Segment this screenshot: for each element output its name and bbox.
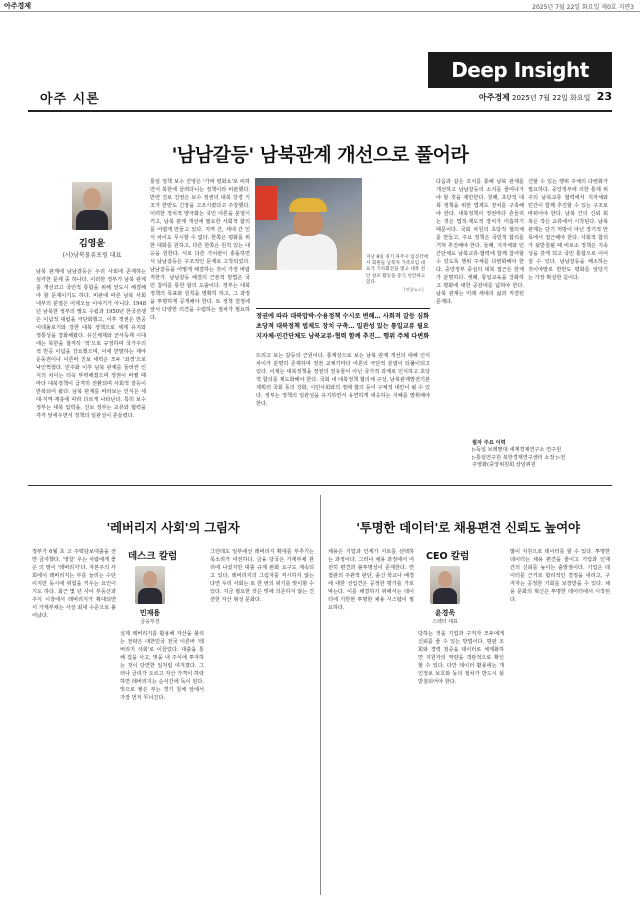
desk-column-kicker: 데스크 칼럼 (128, 551, 178, 562)
author-photo (72, 182, 112, 230)
ceo-column-text-1: 채용은 기업과 인재가 서로를 선택하는 과정이다. 그러나 채용 과정에서 여전히 편견과 불투명성이 존재한다. 면접관의 주관적 판단, 출신 학교나 배경에 대한 선입견은 공정한 평가를 가로막는다. 이를 해결하기 위해서는 데이터에 기반한 투명한 채용 시스템이 필요하다. (328, 549, 414, 611)
main-column-4: 다음과 같은 조치를 통해 남북 관계를 개선하고 남남갈등의 소지를 줄여나가야 할 것을 제안한다. 첫째, 초당적 대북 정책을 위한 법제도 장치를 구축해야 한다. 대북정책이 정권마다 흔들리는 것은 법적·제도적 장치가 미흡하기 때문이다. 국회 차원의 초당적 협의체를 만들고, 주요 정책은 국민적 합의를 거쳐 추진해야 한다. 둘째, 지자체와 민간단체도 남북교류·협력에 함께 참여할 수 있도록 행위 주체를 다변화해야 한다. 중앙정부 중심의 대북 접근은 한계가 분명하다. 셋째, 통일교육을 강화하고 평화에 대한 공감대를 넓혀야 한다. 남북 관계는 미래 세대의 삶과 직결된 문제다. (436, 179, 524, 305)
newspaper-brand: 아주경제 (4, 2, 32, 10)
publication-info (479, 90, 612, 103)
subhead-1: 정권에 따라 대북압박·수용정책 수시로 변해… 사회적 갈등 심화 (256, 313, 430, 320)
ceo-author-name: 윤경욱 (434, 608, 456, 617)
desk-author-name: 민재용 (139, 608, 161, 617)
author-name: 김영윤 (78, 239, 106, 249)
section-title: 아주 시론 (40, 92, 100, 107)
desk-author-photo (135, 566, 165, 604)
photo-caption: 지난 8일 경기 파주시 임진각에서 회원들 남북자 가족모임 대표가 기자회견을 열고 대북 전단 살포 활동을 중식 선언하고 있다. (366, 255, 429, 285)
desk-column-title: '레버리지 사회'의 그림자 (106, 520, 240, 535)
page-header (28, 52, 612, 108)
page-number: 23 (596, 90, 612, 103)
header-rule (28, 110, 612, 112)
subhead-3: 지자체·민간단체도 남북교류·협력 함께 추진… 행위 주체 다변화 (256, 333, 430, 340)
main-column-1: 남북 관계에 남남갈등은 우리 사회에 존재하는 심각한 문제 중 하나다. 이러한 정부가 남북 관계를 개선코고 국민적 통합을 위해 언도시 해결해야 할 문제이기도 하다. 비판에 따른 남북 사회 내부의 분열은 어제오늘 이야기가 아니다. 1948년 남북한 정부의 별도 수립과 1950년 한국전쟁은 이념적 대립을 극단화했고, 이후 정권은 반공 이데올로기와 강한 대북 정책으로 체제 유지와 정통성을 강화해왔다. 유신체제와 군사독재 시대에는 북한을 철저히 '적'으로 규정하며 국가주의적 반공 이념을 강요했으며, 이에 반발하는 재야 운동권이나 이른바 진보 세력은 모두 '좌경'으로 낙인찍혔다. 민주화 이후 남북 관계를 둘러싼 인식의 차이는 더욱 뚜렷해졌으며 정권이 바뀔 때마다 대북정책이 급격히 전환되며 사회적 갈등이 반복되어 왔다. 남북 관계를 바라보는 인식은 세대·지역·계층에 따라 다르게 나타난다. 특히 보수 정부는 대북 압박을, 진보 정부는 교류와 협력을 각각 앞세우면서 정책의 일관성이 흔들렸다. (36, 269, 146, 419)
main-column-5: 건할 수 있는 행위 주체의 다변화가 필요하다. 중앙정부에 의한 통제 위주의 남북교류 협력에서 지자체와 민간이 함께 추진할 수 있는 구조로 바뀌어야 한다. 남북 간의 신뢰 회복은 작은 교류에서 시작된다. 남북 관계는 단기 처방이 아닌 장기적 안목에서 접근해야 한다. 사회적 합의가 뒷받침될 때 비로소 정책은 지속성을 갖게 되고 국민 통합으로 이어질 수 있다. 남남갈등을 해소하는 것이야말로 한반도 평화를 앞당기는 가장 확실한 길이다. (528, 179, 608, 281)
column-divider (320, 495, 321, 895)
publication-date: 2025년 7월 22일 화요일 (512, 94, 591, 102)
career-line: 주영화(중앙위원회 상임위원 (472, 462, 536, 469)
ceo-author-role: 스펙터 대표 (432, 619, 458, 625)
photo-credit: [연합뉴스] (404, 287, 424, 292)
desk-author-role: 금융부장 (140, 619, 160, 625)
issue-info: 2025년 7월 22일 화요일 제0호 지면3 (532, 4, 634, 11)
ceo-column-text-2: 당하는 것을 기업과 구직자 모두에게 신뢰를 줄 수 있는 방법이다. 평판 조회와 경력 검증을 데이터로 체계화하면 지원자의 역량을 객관적으로 확인할 수 있다. 다만 데이터 활용에는 개인정보 보호와 동의 절차가 반드시 뒷받침되어야 한다. (418, 631, 504, 685)
deep-insight-banner: Deep Insight (428, 52, 612, 88)
career-title: 필자 주요 이력 (472, 440, 506, 446)
desk-column-text-1: 정부가 6월 초 고 주택담보대출을 전면 금지했다. '영끌' 우는 사람에게 좋은 의 말이 '레버리지'다. 자본주의 사회에서 레버리지는 부를 늘리는 수단이지만 동시에 위험을 키우는 요인이기도 하다. 최근 몇 년 사이 부동산과 주식 시장에서 레버리지가 확대되면서 가계부채는 사상 최대 수준으로 불어났다. (32, 549, 116, 619)
ceo-column-title: '투명한 데이터'로 채용편견 신뢰도 높여야 (356, 520, 580, 535)
career-line: ▷통일연구원 북한경제연구센터 소장 ▷전 (472, 454, 566, 461)
subhead-2: 초당적 대북정책 법제도 장치 구축… 일관성 있는 통일교류 필요 (256, 323, 429, 330)
author-career-box (472, 440, 604, 470)
feature-photo (255, 178, 362, 270)
section-divider (28, 485, 612, 486)
main-column-3: 뜨리고 보는 갈등의 근원이다. 통계상으로 보는 남북 관계 개선의 대해 인식 차이가 분명히 존재하며 정권 교체기마다 여론의 극단적 분열이 되풀이되고 있다. 이제는 대북정책을 정권의 전유물이 아닌 국가적 과제로 인식하고 초당적 합의를 제도화해야 한다. 국회 내 대북정책 협의체 구성, 남북관계발전기본계획의 국회 동의 강화, 시민사회와의 정례 협의 등이 구체적 대안이 될 수 있다. 정부는 정책의 일관성을 유지하면서 유연하게 대응하는 지혜를 발휘해야 한다. (256, 353, 430, 407)
main-column-2: 통일 정책 보수 진영은 '가짜 평화쇼'로 비하면서 북한에 끌려다니는 정책이라 비판했다. 반면 진보 진영은 보수 정권의 대북 강경 기조가 한반도 긴장을 고조시켰다고 주장했다. 이러한 정치적 양극화는 국민 여론을 분열시키고, 남북 관계 개선에 필요한 사회적 합의를 어렵게 만들고 있다. 지역 간, 세대 간 인식 차이도 무시할 수 없다. 한쪽은 평화를 위한 대화를 원하고, 다른 한쪽은 원칙 있는 대응을 원한다. 서로 다른 가치관이 충돌하면서 남남갈등은 구조적인 문제로 고착되었다. 남남갈등을 어떻게 해결하는 것이 가장 바람직한가. 남남갈등 해결의 근본적 방법은 국민 참여를 통한 합의 도출이다. 정부는 대북정책의 목표와 원칙을 명확히 하고, 그 과정을 투명하게 공개해야 한다. 또 정책 결정에 앞서 다양한 의견을 수렴하는 절차가 필요하다. (150, 179, 250, 321)
top-strip (0, 0, 640, 12)
ceo-column-text-3: 많이 지원으로 데이터를 할 수 있다. 투명한 데이터는 채용 편견을 줄이고 기업과 인재 간의 신뢰를 높이는 출발점이다. 기업은 데이터를 근거로 합리적인 결정을 내리고, 구직자는 공정한 기회를 보장받을 수 있다. 채용 문화의 혁신은 투명한 데이터에서 시작된다. (510, 549, 610, 603)
ceo-column-kicker: CEO 칼럼 (426, 551, 470, 562)
publisher-name: 아주경제 (478, 93, 510, 102)
main-headline: '남남갈등' 남북관계 개선으로 풀어라 (171, 144, 469, 166)
desk-column-text-3: 그런데도 일부에선 레버리지 확대를 부추기는 목소리가 여전하다. 금융 당국은 가계부채 관리에 나섰지만 대출 규제 완화 요구도 계속되고 있다. 레버리지의 그림자를 직시하지 않는다면 우리 사회는 또 한 번의 위기를 맞이할 수 있다. 지금 필요한 것은 빚에 의존하지 않는 건전한 자산 형성 문화다. (210, 549, 314, 603)
career-line: ▷독일 브레멘대 세계경제연구소 연구원 (472, 447, 562, 454)
ceo-author-photo (430, 566, 460, 604)
subhead-rule-top (256, 308, 430, 309)
subheads (256, 312, 430, 342)
author-role: (사)남북물류포럼 대표 (62, 252, 122, 259)
desk-column-text-2: 실제 레버리지를 활용해 자산을 불리는 전략은 대한민국 전국 이른바 '레버리지 사회'로 이끌었다. 대출을 통해 집을 사고, 빚을 내 주식에 투자하는 것이 당연한 일처럼 여겨졌다. 그러나 금리가 오르고 자산 가격이 하락하면 레버리지는 순식간에 독이 된다. 빚으로 쌓은 부는 경기 침체 앞에서 가장 먼저 무너진다. (120, 631, 204, 701)
